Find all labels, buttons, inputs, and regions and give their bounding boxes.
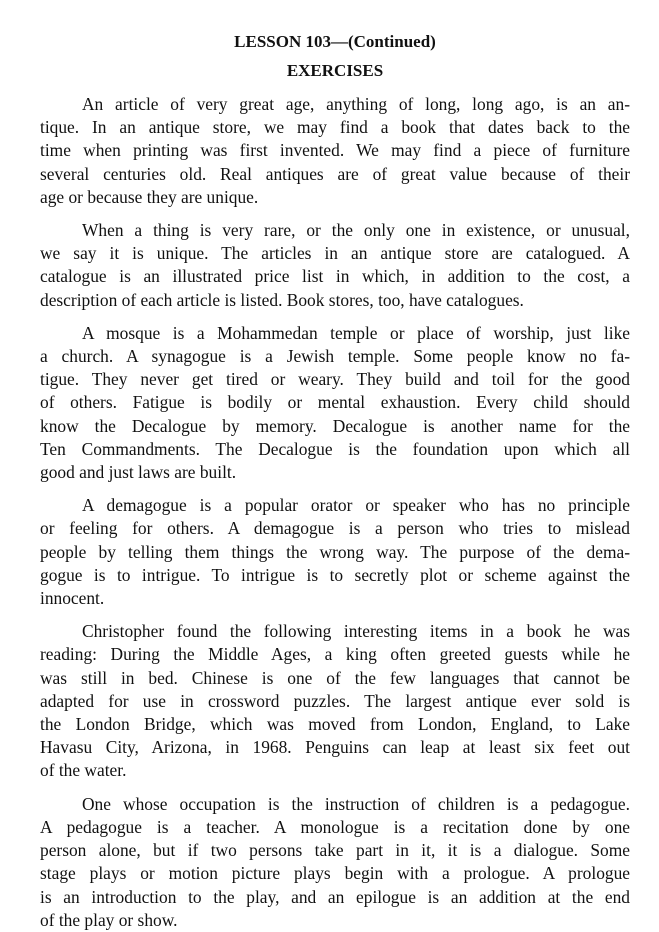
text-line: several centuries old. Real antiques are of great value because of their: [40, 163, 630, 184]
text-line: catalogue is an illustrated price list in which, in addition to the cost, a: [40, 266, 630, 287]
paragraph-gap: [40, 610, 630, 620]
text-line: person alone, but if two persons take part in it, it is a dialogue. Some: [40, 840, 630, 861]
text-line: A demagogue is a popular orator or speaker who has no principle: [82, 495, 630, 516]
text-line: adapted for use in crossword puzzles. The largest antique ever sold is: [40, 690, 630, 711]
text-line: innocent.: [40, 588, 105, 609]
paragraph: [40, 793, 630, 932]
text-line: good and just laws are built.: [40, 462, 237, 483]
text-line: Ten Commandments. The Decalogue is the foundation upon which all: [40, 438, 630, 459]
text-line: description of each article is listed. Book stores, too, have catalogues.: [40, 289, 524, 310]
document-page: [40, 0, 630, 932]
text-line: stage plays or motion picture plays begin with a prologue. A prologue: [40, 863, 630, 884]
text-line: A pedagogue is a teacher. A monologue is a recitation done by one: [40, 816, 630, 837]
paragraph: [40, 322, 630, 484]
text-line: or feeling for others. A demagogue is a person who tries to mislead: [40, 518, 630, 539]
text-line: reading: During the Middle Ages, a king often greeted guests while he: [40, 644, 630, 665]
text-line: of the water.: [40, 760, 127, 781]
paragraph-gap: [40, 783, 630, 793]
text-line: age or because they are unique.: [40, 186, 259, 207]
paragraph: [40, 219, 630, 312]
text-line: time when printing was first invented. We may find a piece of furniture: [40, 140, 630, 161]
section-title: EXERCISES: [286, 61, 384, 80]
text-line: of others. Fatigue is bodily or mental exhaustion. Every child should: [40, 392, 630, 413]
text-line: the London Bridge, which was moved from London, England, to Lake: [40, 714, 630, 735]
text-line: know the Decalogue by memory. Decalogue is another name for the: [40, 415, 630, 436]
text-line: of the play or show.: [40, 909, 178, 930]
text-line: gogue is to intrigue. To intrigue is to secretly plot or scheme against the: [40, 564, 630, 585]
text-line: was still in bed. Chinese is one of the few languages that cannot be: [40, 667, 630, 688]
text-line: people by telling them things the wrong way. The purpose of the dema-: [40, 541, 630, 562]
text-line: Havasu City, Arizona, in 1968. Penguins can leap at least six feet out: [40, 737, 630, 758]
text-line: When a thing is very rare, or the only one in existence, or unusual,: [82, 220, 630, 241]
paragraph-gap: [40, 484, 630, 494]
text-line: tique. In an antique store, we may find a book that dates back to the: [40, 117, 630, 138]
paragraph: [40, 93, 630, 209]
text-line: Christopher found the following interesting items in a book he was: [82, 621, 630, 642]
paragraph-gap: [40, 209, 630, 219]
paragraph-gap: [40, 312, 630, 322]
body-text: [40, 93, 630, 932]
text-line: is an introduction to the play, and an epilogue is an addition at the end: [40, 886, 630, 907]
text-line: tigue. They never get tired or weary. They build and toil for the good: [40, 369, 630, 390]
text-line: One whose occupation is the instruction of children is a pedagogue.: [82, 793, 630, 814]
text-line: A mosque is a Mohammedan temple or place of worship, just like: [82, 322, 630, 343]
lesson-title: LESSON 103—(Continued): [234, 32, 436, 51]
text-line: An article of very great age, anything of long, long ago, is an an-: [82, 94, 630, 114]
paragraph: [40, 494, 630, 610]
text-line: a church. A synagogue is a Jewish temple. Some people know no fa-: [40, 346, 630, 367]
text-line: we say it is unique. The articles in an antique store are catalogued. A: [40, 243, 630, 264]
paragraph: [40, 620, 630, 782]
